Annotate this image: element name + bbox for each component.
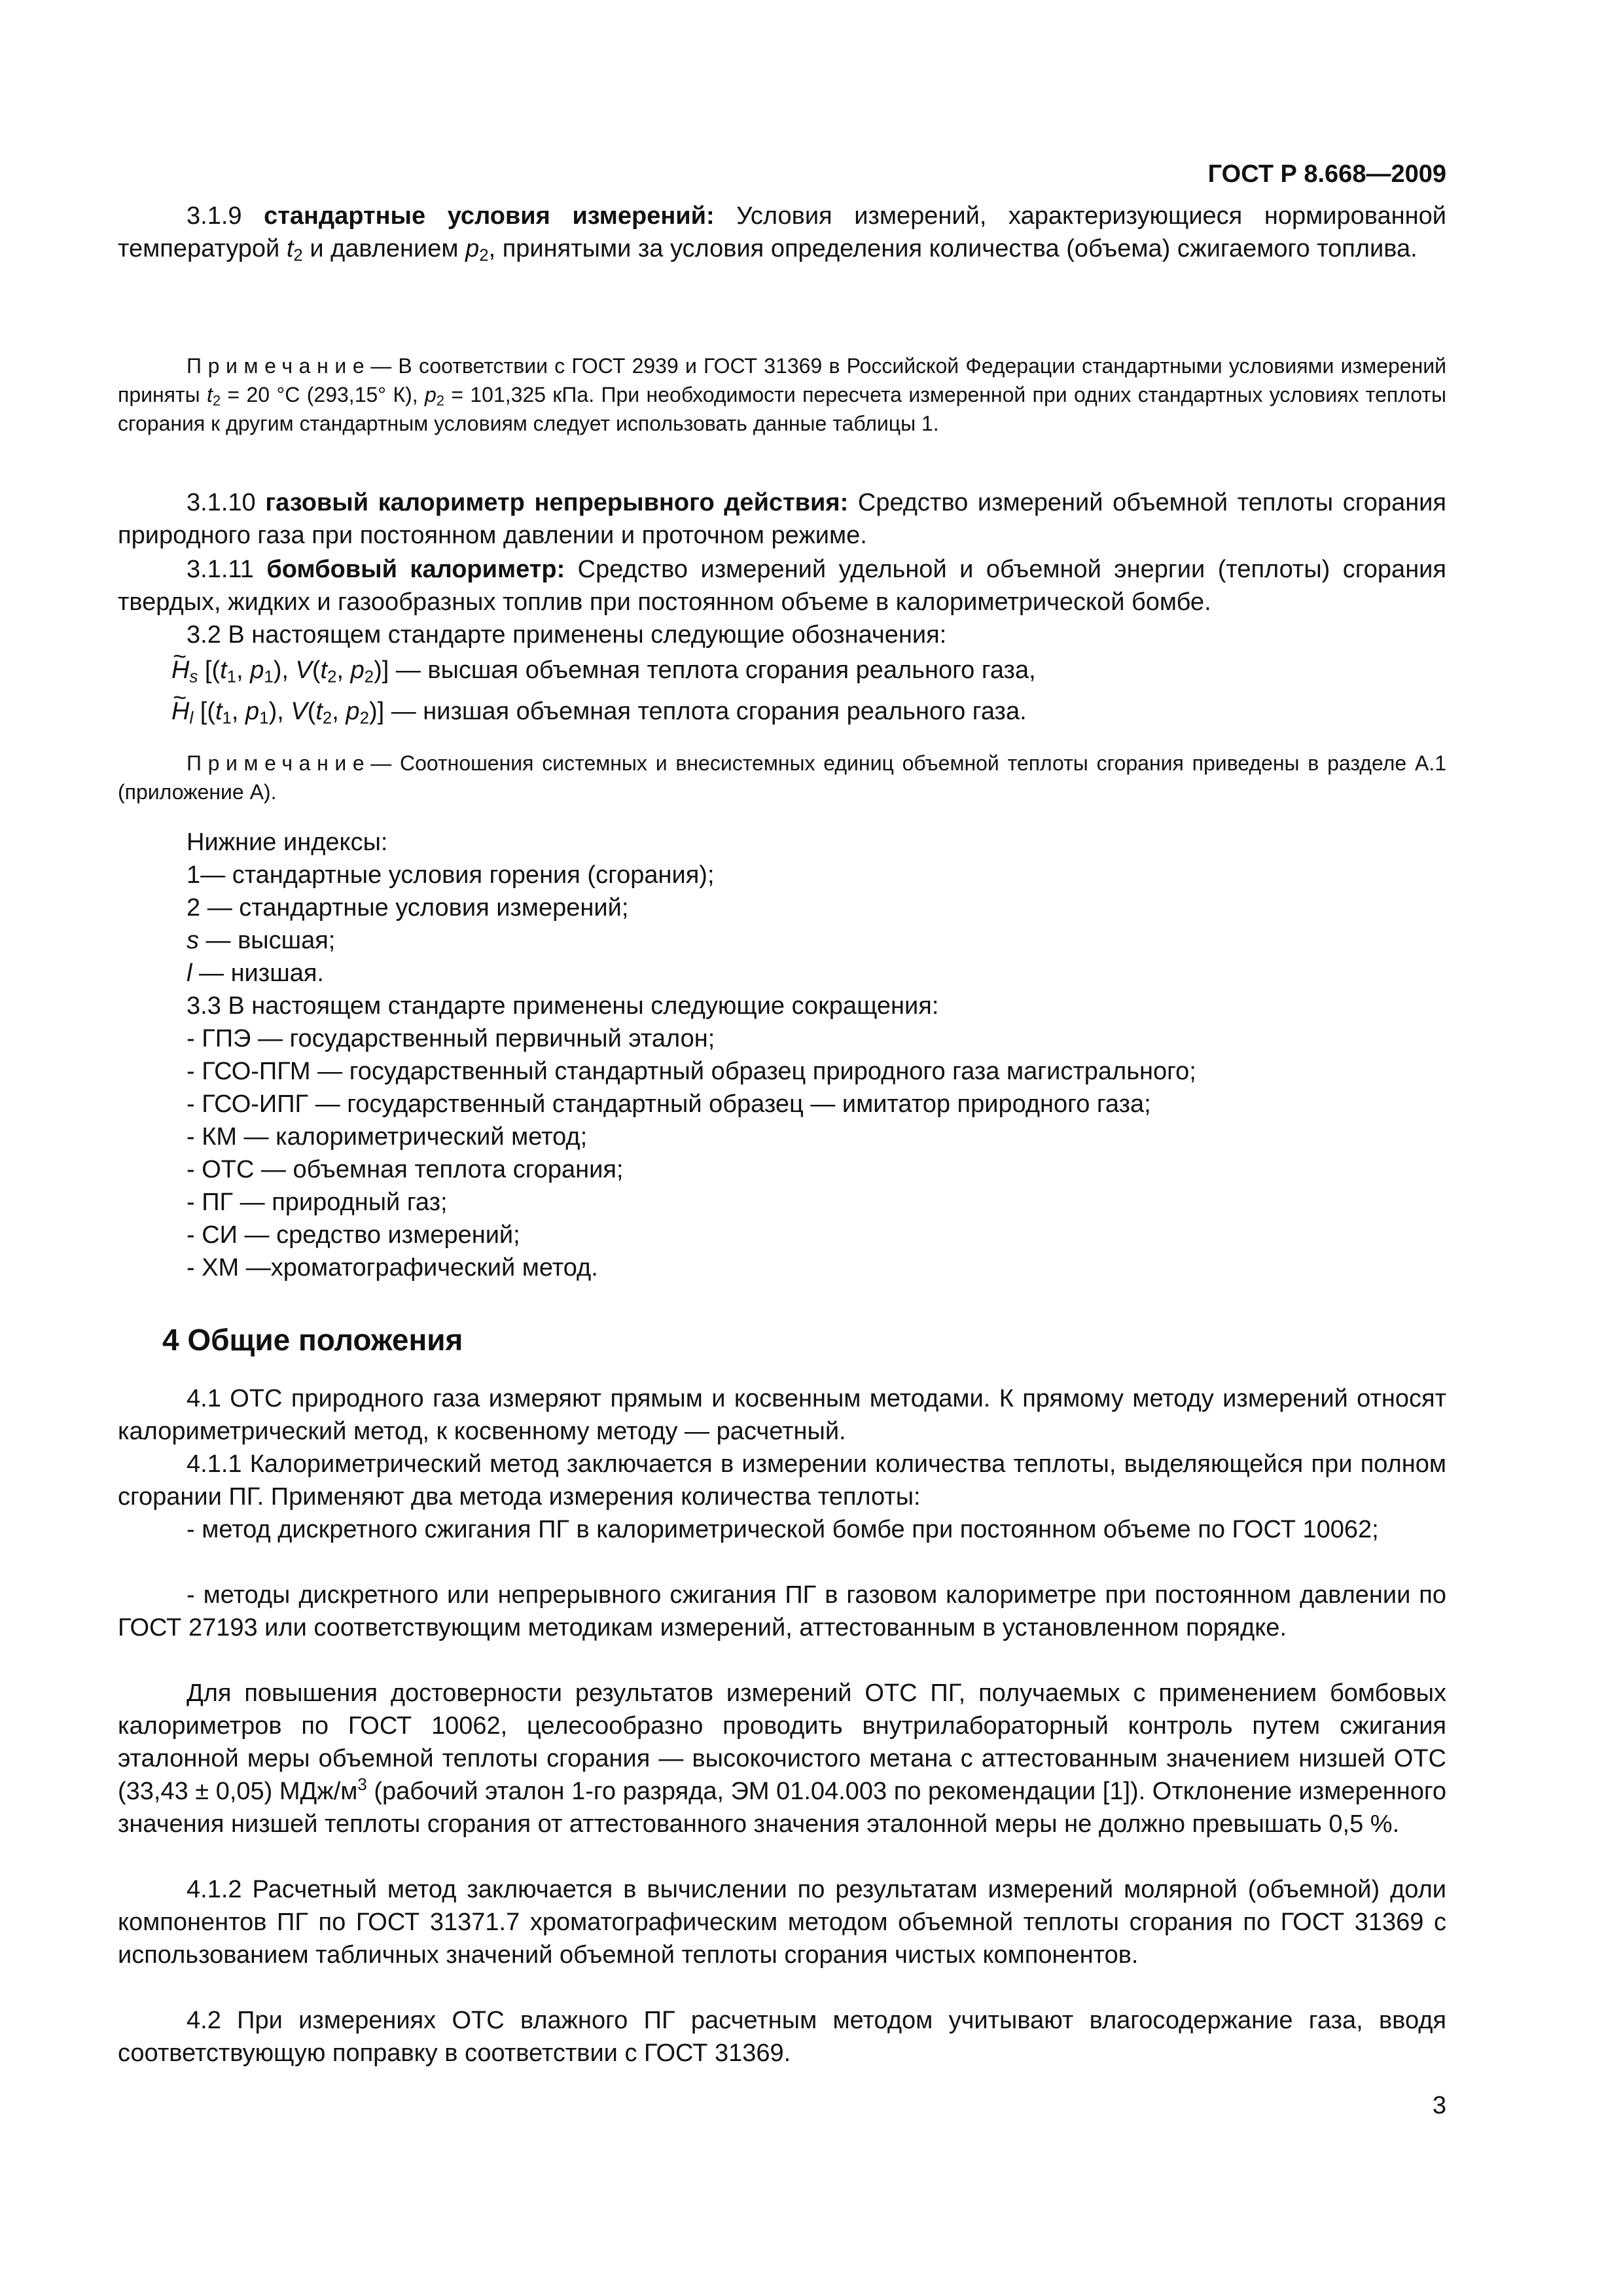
clause-3-3: 3.3 В настоящем стандарте применены следующие сокращения: (187, 992, 939, 1020)
abbreviation-item: - ГСО-ИПГ — государственный стандартный образец — имитатор природного газа; (187, 1090, 1151, 1118)
math-variable: t (320, 656, 328, 684)
math-variable: p (465, 235, 480, 262)
abbreviation-item: - ПГ — природный газ; (187, 1189, 448, 1216)
math-variable: t (215, 698, 223, 725)
method-gas-calorimeter: - методы дискретного или непрерывного сжигания ПГ в газовом калориметре при постоянном давлении по ГОСТ 27193 или соответствующим методикам измерений, аттестованным в установленном порядке. (118, 1581, 1446, 1641)
clause-number: 3.1.11 (187, 556, 254, 583)
text-run: ), (273, 656, 296, 684)
text-run: [( (198, 656, 221, 684)
clause-4-1-2: 4.1.2 Расчетный метод заключается в вычислении по результатам измерений молярной (объемной) доли компонентов ПГ по ГОСТ 31371.7 хроматографическим методом объемной теплоты сгорания по ГОСТ 31369 с использованием табличных значений объемной теплоты сгорания чистых компонентов. (118, 1876, 1446, 1969)
method-bomb-calorimeter: - метод дискретного сжигания ПГ в калориметрической бомбе при постоянном объеме по ГОСТ 10062; (187, 1516, 1379, 1543)
subscript: 2 (364, 668, 374, 687)
section-4-title: 4 Общие положения (162, 1323, 463, 1357)
text-run: и давлением (302, 235, 466, 262)
subscript: 1 (259, 709, 269, 728)
math-variable: t (207, 383, 213, 406)
math-variable: l (187, 960, 192, 987)
math-variable: p (346, 698, 360, 725)
subscript-item (187, 957, 715, 990)
definition: Средство измерений удельной и объемной энергии (теплоты) сгорания твердых, жидких и газообразных топлив при постоянном объеме в калориметрической бомбе. (118, 556, 1446, 616)
clause-3-1-9 (118, 200, 1446, 265)
symbol-higher-heat (171, 654, 1415, 687)
abbreviation-item: - ХМ —хроматографический метод. (187, 1254, 598, 1282)
subscript: 2 (479, 246, 489, 265)
subscript: 2 (212, 392, 221, 409)
text-run: 1— стандартные условия горения (сгорания); (187, 861, 715, 889)
math-variable: t (220, 656, 227, 684)
term: бомбовый калориметр: (266, 556, 565, 583)
note-units (118, 749, 1446, 806)
text-run: Для повышения достоверности результатов измерений ОТС ПГ, получаемых с применением бомбовых калориметров по ГОСТ 10062, целесообразно проводить внутрилабораторный контроль путем сжигания эталонной меры объемной теплоты сгорания — высокочистого метана с аттестованным значением низшей ОТС (33,43 ± 0,05) МДж/м (118, 1679, 1446, 1805)
text-run: , (332, 698, 346, 725)
subscript: 1 (264, 668, 274, 687)
document-header-id: ГОСТ Р 8.668—2009 (1207, 160, 1446, 188)
clause-3-1-11 (118, 553, 1446, 619)
math-variable: p (350, 656, 365, 684)
math-variable: p (425, 383, 437, 406)
subscript: l (189, 709, 194, 728)
math-variable-tilde: ~ H (171, 695, 189, 728)
text-run: ( (312, 656, 321, 684)
math-variable: p (245, 698, 260, 725)
subscript: 2 (436, 392, 444, 409)
abbreviation-item: - СИ — средство измерений; (187, 1221, 520, 1249)
page-number: 3 (1432, 2092, 1446, 2119)
text-run: , принятыми за условия определения количества (объема) сжигаемого топлива. (488, 235, 1418, 262)
subscripts-list (187, 859, 715, 990)
subscript: 2 (327, 668, 337, 687)
subscript: 2 (293, 246, 303, 265)
text-run: — В соответствии с ГОСТ 2939 и ГОСТ 31369 в Российской Федерации стандартными условиями измерений приняты (118, 354, 1446, 406)
text-run: , (231, 698, 246, 725)
text-run: ), (268, 698, 291, 725)
clause-3-2: 3.2 В настоящем стандарте применены следующие обозначения: (187, 621, 947, 649)
symbol-lower-heat (171, 695, 1415, 728)
abbreviation-item: - ОТС — объемная теплота сгорания; (187, 1156, 624, 1183)
note-text: — Соотношения системных и внесистемных единиц объемной теплоты сгорания приведены в разделе А.1 (приложение А). (118, 751, 1446, 804)
note-standard-conditions (118, 351, 1446, 438)
definition: Средство измерений объемной теплоты сгорания природного газа при постоянном давлении и проточном режиме. (118, 489, 1446, 549)
subscript: 1 (222, 709, 232, 728)
text-run: Условия измерений, характеризующиеся нормированной температурой (118, 202, 1446, 262)
abbreviation-item: - ГСО-ПГМ — государственный стандартный образец природного газа магистрального; (187, 1058, 1196, 1085)
math-variable: p (250, 656, 264, 684)
text-run: (рабочий эталон 1-го разряда, ЭМ 01.04.003 по рекомендации [1]). Отклонение измеренного значения низшей теплоты сгорания от аттестованного значения эталонной меры не должно превышать 0,5 %. (118, 1778, 1446, 1838)
math-variable: s (187, 927, 199, 954)
subscript: s (189, 668, 198, 687)
note-label: Примечание (187, 354, 371, 378)
subscript-item (187, 859, 715, 891)
clause-number: 3.1.10 (187, 489, 256, 516)
subscript: 1 (226, 668, 237, 687)
clause-4-1: 4.1 ОТС природного газа измеряют прямым и косвенным методами. К прямому методу измерений относят калориметрический метод, к косвенному методу — расчетный. (118, 1385, 1446, 1445)
subscript-item (187, 924, 715, 957)
abbreviation-item: - ГПЭ — государственный первичный эталон; (187, 1025, 715, 1052)
text-run: )] — высшая объемная теплота сгорания реального газа, (374, 656, 1036, 684)
math-variable: t (286, 235, 294, 262)
subscript: 2 (322, 709, 332, 728)
math-variable: t (315, 698, 323, 725)
text-run: = 101,325 кПа. При необходимости пересчета измеренной при одних стандартных условиях теплоты сгорания к другим стандартным условиям следует использовать данные таблицы 1. (118, 383, 1447, 435)
text-run: 2 — стандартные условия измерений; (187, 894, 629, 922)
term: газовый калориметр непрерывного действия: (265, 489, 849, 516)
math-variable: V (295, 656, 312, 684)
abbreviation-item: - КМ — калориметрический метод; (187, 1123, 588, 1151)
clause-3-1-10 (118, 486, 1446, 552)
text-run: , (336, 656, 351, 684)
subscripts-title: Нижние индексы: (187, 829, 388, 856)
text-run: , (236, 656, 251, 684)
math-variable-tilde: ~ H (171, 654, 189, 687)
note-label: Примечание (187, 751, 371, 775)
math-variable: V (291, 698, 308, 725)
text-run: ( (307, 698, 316, 725)
text-run: — низшая. (192, 960, 324, 987)
text-run: [( (193, 698, 215, 725)
subscript-item (187, 891, 715, 924)
text-run: = 20 °С (293,15° К), (221, 383, 425, 406)
paragraph-reliability-control (118, 1677, 1446, 1840)
abbreviations-list (187, 1022, 1196, 1284)
clause-4-1-1: 4.1.1 Калориметрический метод заключается в измерении количества теплоты, выделяющейся при полном сгорании ПГ. Применяют два метода измерения количества теплоты: (118, 1450, 1446, 1511)
clause-number: 3.1.9 (187, 202, 242, 230)
superscript: 3 (357, 1775, 367, 1794)
subscript: 2 (359, 709, 369, 728)
clause-4-2: 4.2 При измерениях ОТС влажного ПГ расчетным методом учитывают влагосодержание газа, вводя соответствующую поправку в соответствии с ГОСТ 31369. (118, 2007, 1446, 2067)
term: стандартные условия измерений: (264, 202, 715, 230)
text-run: )] — низшая объемная теплота сгорания реального газа. (368, 698, 1027, 725)
text-run: — высшая; (199, 927, 336, 954)
